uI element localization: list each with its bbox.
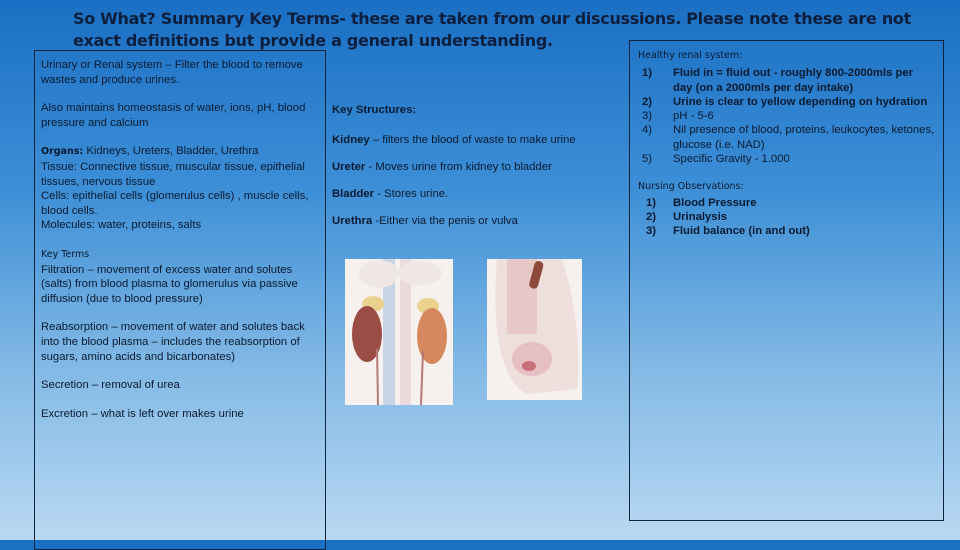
molecules-text: Molecules: water, proteins, salts <box>41 219 202 232</box>
definitions-box <box>34 50 326 550</box>
structures-heading: Key Structures: <box>332 104 417 116</box>
system-definition: Urinary or Renal system – Filter the blood to remove wastes and produce urines. <box>41 59 303 86</box>
structure-item: Bladder - Stores urine. <box>332 188 449 200</box>
healthy-label: Healthy renal system: <box>638 50 743 61</box>
key-terms-label: Key Terms <box>41 248 90 260</box>
organs-text: Kidneys, Ureters, Bladder, Urethra <box>83 145 259 158</box>
healthy-item: 3) pH - 5-6 <box>642 110 714 123</box>
healthy-item: 5) Specific Gravity - 1.000 <box>642 153 790 166</box>
key-structures <box>332 104 622 242</box>
cells-text: Cells: epithelial cells (glomerulus cells) , muscle cells, blood cells. <box>41 190 309 217</box>
healthy-item: 2) Urine is clear to yellow depending on hydration <box>642 95 928 108</box>
tissue-text: Tissue: Connective tissue, muscular tissue, epithelial tissues, nervous tissue <box>41 160 305 188</box>
excretion-text: Excretion – what is left over makes urine <box>41 407 244 420</box>
nursing-item: 3) Fluid balance (in and out) <box>646 225 810 238</box>
homeostasis-text: Also maintains homeostasis of water, ions, pH, blood pressure and calcium <box>41 102 306 129</box>
nursing-item: 1) Blood Pressure <box>646 196 757 209</box>
organs-block <box>41 144 319 233</box>
nursing-label: Nursing Observations: <box>638 181 744 193</box>
sagittal-pelvis-image <box>487 259 582 400</box>
filtration-text: Filtration – movement of excess water and solutes (salts) from blood plasma to glomerulus via passive diffusion (due to blood pressure) <box>41 263 298 305</box>
slide-title: So What? Summary Key Terms- these are taken from our discussions. Please note these are not exact definitions but provide a general understanding. <box>73 9 911 50</box>
healthy-renal-box <box>629 40 944 521</box>
secretion-text: Secretion – removal of urea <box>41 379 180 392</box>
kidney-diagram-image <box>345 259 453 405</box>
structure-item: Kidney – filters the blood of waste to make urine <box>332 134 576 146</box>
structure-item: Urethra -Either via the penis or vulva <box>332 215 518 227</box>
organs-label: Organs: <box>41 146 84 158</box>
structure-item: Ureter - Moves urine from kidney to bladder <box>332 161 552 173</box>
nursing-item: 2) Urinalysis <box>646 210 728 223</box>
healthy-item: 4) Nil presence of blood, proteins, leukocytes, ketones, glucose (i.e. NAD) <box>642 124 935 151</box>
healthy-item: 1) Fluid in = fluid out - roughly 800-2000mls per day (on a 2000mls per day intake) <box>642 67 914 94</box>
reabsorption-text: Reabsorption – movement of water and solutes back into the blood plasma – includes the reabsorption of sugars, amino acids and bicarbonates) <box>41 321 305 363</box>
